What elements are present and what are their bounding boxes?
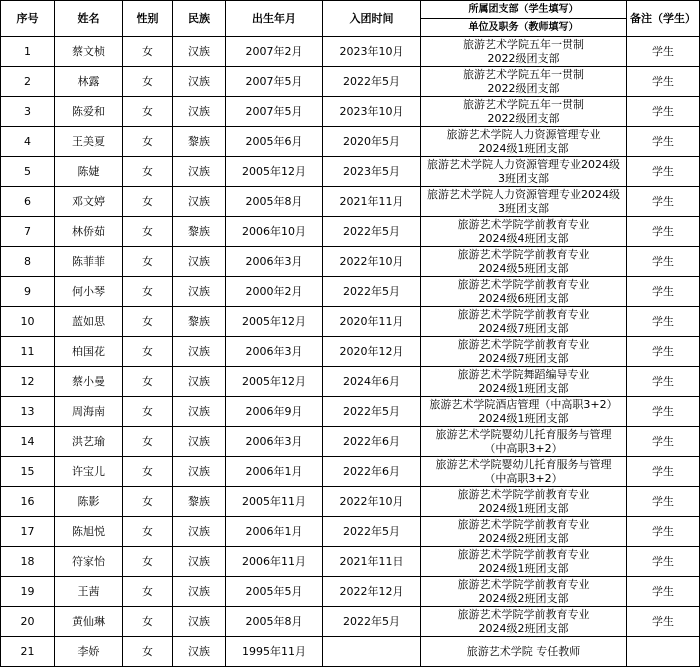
cell-unit [421, 157, 627, 187]
table-row [1, 517, 700, 547]
cell-unit-line: 旅游艺术学院学前教育专业 [457, 577, 590, 591]
table-row [1, 457, 700, 487]
cell-unit-line: 2022级团支部 [487, 51, 560, 65]
cell-unit-line: 旅游艺术学院学前教育专业 [457, 517, 590, 531]
cell-unit-line: （中高职3+2） [484, 471, 563, 485]
header-gender: 性别 [123, 1, 173, 37]
table-row [1, 247, 700, 277]
cell-birth: 1995年11月 [226, 637, 323, 667]
cell-join-date: 2020年11月 [323, 307, 421, 337]
cell-name: 黄仙琳 [55, 607, 123, 637]
cell-name: 邓文婷 [55, 187, 123, 217]
cell-unit [421, 457, 627, 487]
cell-join-date: 2023年10月 [323, 37, 421, 67]
cell-unit [421, 577, 627, 607]
cell-index: 7 [1, 217, 55, 247]
cell-ethnicity: 汉族 [173, 97, 226, 127]
cell-gender: 女 [123, 427, 173, 457]
cell-unit-line: 旅游艺术学院学前教育专业 [457, 547, 590, 561]
cell-remark: 学生 [627, 397, 700, 427]
cell-name: 李娇 [55, 637, 123, 667]
cell-name: 许宝儿 [55, 457, 123, 487]
cell-index: 6 [1, 187, 55, 217]
cell-ethnicity: 汉族 [173, 157, 226, 187]
cell-index: 11 [1, 337, 55, 367]
cell-gender: 女 [123, 247, 173, 277]
cell-unit [421, 607, 627, 637]
cell-unit-line: 3班团支部 [498, 171, 549, 185]
cell-remark: 学生 [627, 577, 700, 607]
table-row [1, 217, 700, 247]
cell-name: 陈爱和 [55, 97, 123, 127]
cell-unit [421, 217, 627, 247]
cell-index: 10 [1, 307, 55, 337]
cell-unit-line: 旅游艺术学院学前教育专业 [457, 247, 590, 261]
cell-ethnicity: 汉族 [173, 397, 226, 427]
cell-birth: 2006年3月 [226, 427, 323, 457]
table-row [1, 337, 700, 367]
cell-join-date: 2022年6月 [323, 427, 421, 457]
cell-index: 9 [1, 277, 55, 307]
cell-unit-line: 2024级1班团支部 [478, 381, 569, 395]
cell-unit-line: 旅游艺术学院人力资源管理专业2024级 [427, 187, 620, 201]
cell-gender: 女 [123, 217, 173, 247]
cell-remark: 学生 [627, 607, 700, 637]
table-row [1, 607, 700, 637]
cell-remark: 学生 [627, 37, 700, 67]
header-index: 序号 [1, 1, 55, 37]
cell-ethnicity: 汉族 [173, 637, 226, 667]
cell-birth: 2005年8月 [226, 187, 323, 217]
cell-unit [421, 367, 627, 397]
cell-remark: 学生 [627, 97, 700, 127]
cell-unit-line: 旅游艺术学院学前教育专业 [457, 487, 590, 501]
cell-join-date: 2022年5月 [323, 397, 421, 427]
cell-unit-line: 2024级6班团支部 [478, 291, 569, 305]
cell-gender: 女 [123, 367, 173, 397]
header-name: 姓名 [55, 1, 123, 37]
cell-index: 1 [1, 37, 55, 67]
cell-remark: 学生 [627, 157, 700, 187]
cell-unit-line: 旅游艺术学院学前教育专业 [457, 607, 590, 621]
cell-join-date: 2022年10月 [323, 487, 421, 517]
cell-join-date: 2020年12月 [323, 337, 421, 367]
header-birth: 出生年月 [226, 1, 323, 37]
cell-unit-line: （中高职3+2） [484, 441, 563, 455]
header-unit-student: 所属团支部（学生填写） [421, 1, 627, 19]
cell-remark: 学生 [627, 187, 700, 217]
cell-ethnicity: 汉族 [173, 67, 226, 97]
cell-unit-line: 旅游艺术学院婴幼儿托育服务与管理 [435, 457, 612, 471]
cell-unit [421, 547, 627, 577]
cell-birth: 2006年1月 [226, 517, 323, 547]
cell-ethnicity: 黎族 [173, 487, 226, 517]
cell-gender: 女 [123, 397, 173, 427]
cell-name: 符家怡 [55, 547, 123, 577]
cell-unit [421, 397, 627, 427]
table-row [1, 427, 700, 457]
cell-ethnicity: 汉族 [173, 517, 226, 547]
cell-unit-line: 2024级1班团支部 [478, 141, 569, 155]
cell-join-date: 2022年10月 [323, 247, 421, 277]
cell-birth: 2005年12月 [226, 367, 323, 397]
cell-name: 王茜 [55, 577, 123, 607]
cell-unit [421, 637, 627, 667]
header-remark: 备注（学生） [627, 1, 700, 37]
cell-birth: 2005年12月 [226, 307, 323, 337]
cell-gender: 女 [123, 577, 173, 607]
cell-gender: 女 [123, 457, 173, 487]
cell-remark: 学生 [627, 337, 700, 367]
cell-join-date: 2022年5月 [323, 67, 421, 97]
cell-unit [421, 67, 627, 97]
cell-unit [421, 187, 627, 217]
cell-index: 13 [1, 397, 55, 427]
cell-gender: 女 [123, 487, 173, 517]
cell-birth: 2006年1月 [226, 457, 323, 487]
cell-birth: 2005年8月 [226, 607, 323, 637]
table-row [1, 577, 700, 607]
cell-birth: 2006年9月 [226, 397, 323, 427]
cell-join-date: 2022年5月 [323, 217, 421, 247]
cell-unit [421, 307, 627, 337]
cell-ethnicity: 汉族 [173, 187, 226, 217]
cell-ethnicity: 汉族 [173, 577, 226, 607]
cell-gender: 女 [123, 157, 173, 187]
cell-unit-line: 2024级5班团支部 [478, 261, 569, 275]
cell-name: 林露 [55, 67, 123, 97]
cell-index: 19 [1, 577, 55, 607]
cell-unit-line: 旅游艺术学院学前教育专业 [457, 337, 590, 351]
cell-join-date: 2022年5月 [323, 607, 421, 637]
cell-unit-line: 旅游艺术学院婴幼儿托育服务与管理 [435, 427, 612, 441]
cell-gender: 女 [123, 637, 173, 667]
cell-unit-line: 旅游艺术学院五年一贯制 [463, 67, 584, 81]
cell-gender: 女 [123, 37, 173, 67]
cell-remark: 学生 [627, 217, 700, 247]
cell-unit-line: 2024级2班团支部 [478, 531, 569, 545]
cell-remark: 学生 [627, 127, 700, 157]
cell-remark [627, 637, 700, 667]
table-row [1, 37, 700, 67]
cell-unit-line: 2022级团支部 [487, 81, 560, 95]
cell-index: 18 [1, 547, 55, 577]
cell-index: 4 [1, 127, 55, 157]
table-row [1, 157, 700, 187]
cell-remark: 学生 [627, 67, 700, 97]
cell-unit [421, 277, 627, 307]
cell-unit [421, 37, 627, 67]
cell-index: 8 [1, 247, 55, 277]
cell-unit [421, 517, 627, 547]
cell-ethnicity: 黎族 [173, 127, 226, 157]
cell-index: 2 [1, 67, 55, 97]
table-row [1, 637, 700, 667]
cell-remark: 学生 [627, 427, 700, 457]
cell-ethnicity: 黎族 [173, 217, 226, 247]
cell-unit-line: 2024级1班团支部 [478, 411, 569, 425]
header-unit-teacher: 单位及职务（教师填写） [421, 19, 627, 37]
cell-gender: 女 [123, 277, 173, 307]
cell-remark: 学生 [627, 487, 700, 517]
cell-index: 5 [1, 157, 55, 187]
cell-join-date: 2022年5月 [323, 517, 421, 547]
cell-birth: 2005年12月 [226, 157, 323, 187]
cell-ethnicity: 汉族 [173, 337, 226, 367]
cell-gender: 女 [123, 547, 173, 577]
cell-birth: 2005年5月 [226, 577, 323, 607]
cell-remark: 学生 [627, 247, 700, 277]
cell-name: 林侨茹 [55, 217, 123, 247]
cell-unit [421, 337, 627, 367]
cell-index: 12 [1, 367, 55, 397]
cell-gender: 女 [123, 517, 173, 547]
cell-name: 蔡文桢 [55, 37, 123, 67]
cell-ethnicity: 黎族 [173, 307, 226, 337]
cell-join-date: 2022年6月 [323, 457, 421, 487]
cell-ethnicity: 汉族 [173, 607, 226, 637]
cell-name: 洪艺瑜 [55, 427, 123, 457]
cell-unit-line: 2024级1班团支部 [478, 501, 569, 515]
cell-name: 陈影 [55, 487, 123, 517]
header-join-date: 入团时间 [323, 1, 421, 37]
table-row [1, 547, 700, 577]
cell-name: 何小琴 [55, 277, 123, 307]
cell-unit-line: 旅游艺术学院学前教育专业 [457, 307, 590, 321]
cell-gender: 女 [123, 307, 173, 337]
cell-name: 蔡小曼 [55, 367, 123, 397]
table-row [1, 67, 700, 97]
cell-join-date: 2021年11日 [323, 547, 421, 577]
cell-remark: 学生 [627, 367, 700, 397]
cell-join-date: 2023年5月 [323, 157, 421, 187]
cell-ethnicity: 汉族 [173, 457, 226, 487]
cell-unit-line: 2024级7班团支部 [478, 351, 569, 365]
cell-unit [421, 247, 627, 277]
cell-birth: 2000年2月 [226, 277, 323, 307]
cell-unit-line: 旅游艺术学院学前教育专业 [457, 277, 590, 291]
cell-birth: 2006年3月 [226, 337, 323, 367]
cell-gender: 女 [123, 187, 173, 217]
cell-birth: 2007年5月 [226, 97, 323, 127]
cell-name: 王美夏 [55, 127, 123, 157]
cell-name: 陈旭悦 [55, 517, 123, 547]
cell-birth: 2006年3月 [226, 247, 323, 277]
table-row [1, 487, 700, 517]
cell-unit-line: 2024级4班团支部 [478, 231, 569, 245]
cell-unit-line: 3班团支部 [498, 201, 549, 215]
cell-unit-line: 2022级团支部 [487, 111, 560, 125]
cell-join-date: 2020年5月 [323, 127, 421, 157]
table-row [1, 277, 700, 307]
cell-index: 3 [1, 97, 55, 127]
cell-birth: 2006年10月 [226, 217, 323, 247]
table-row [1, 127, 700, 157]
cell-gender: 女 [123, 607, 173, 637]
cell-gender: 女 [123, 127, 173, 157]
cell-index: 14 [1, 427, 55, 457]
cell-unit-line: 旅游艺术学院 专任教师 [466, 644, 581, 658]
cell-unit-line: 旅游艺术学院酒店管理（中高职3+2） [429, 397, 618, 411]
cell-unit-line: 旅游艺术学院学前教育专业 [457, 217, 590, 231]
cell-unit-line: 旅游艺术学院人力资源管理专业 [446, 127, 601, 141]
cell-index: 20 [1, 607, 55, 637]
cell-join-date: 2023年10月 [323, 97, 421, 127]
cell-birth: 2005年6月 [226, 127, 323, 157]
cell-join-date: 2022年5月 [323, 277, 421, 307]
cell-unit [421, 97, 627, 127]
cell-gender: 女 [123, 97, 173, 127]
cell-unit [421, 487, 627, 517]
table-row [1, 307, 700, 337]
cell-unit-line: 旅游艺术学院人力资源管理专业2024级 [427, 157, 620, 171]
cell-ethnicity: 汉族 [173, 547, 226, 577]
cell-name: 陈菲菲 [55, 247, 123, 277]
cell-remark: 学生 [627, 457, 700, 487]
cell-birth: 2005年11月 [226, 487, 323, 517]
cell-unit-line: 2024级7班团支部 [478, 321, 569, 335]
cell-ethnicity: 汉族 [173, 37, 226, 67]
cell-index: 15 [1, 457, 55, 487]
table-row [1, 97, 700, 127]
cell-join-date: 2024年6月 [323, 367, 421, 397]
cell-index: 21 [1, 637, 55, 667]
table-row [1, 397, 700, 427]
cell-ethnicity: 汉族 [173, 247, 226, 277]
cell-remark: 学生 [627, 517, 700, 547]
cell-unit-line: 旅游艺术学院五年一贯制 [463, 37, 584, 51]
cell-unit-line: 旅游艺术学院五年一贯制 [463, 97, 584, 111]
cell-birth: 2006年11月 [226, 547, 323, 577]
cell-birth: 2007年2月 [226, 37, 323, 67]
cell-remark: 学生 [627, 307, 700, 337]
cell-join-date: 2022年12月 [323, 577, 421, 607]
cell-remark: 学生 [627, 547, 700, 577]
cell-remark: 学生 [627, 277, 700, 307]
cell-unit-line: 2024级1班团支部 [478, 561, 569, 575]
cell-join-date: 2021年11月 [323, 187, 421, 217]
cell-name: 蓝如思 [55, 307, 123, 337]
cell-name: 柏国花 [55, 337, 123, 367]
table-row [1, 367, 700, 397]
cell-ethnicity: 汉族 [173, 277, 226, 307]
cell-name: 陈婕 [55, 157, 123, 187]
cell-unit-line: 旅游艺术学院舞蹈编导专业 [457, 367, 590, 381]
cell-gender: 女 [123, 67, 173, 97]
header-ethnicity: 民族 [173, 1, 226, 37]
cell-gender: 女 [123, 337, 173, 367]
cell-join-date [323, 637, 421, 667]
cell-birth: 2007年5月 [226, 67, 323, 97]
cell-unit [421, 127, 627, 157]
cell-index: 16 [1, 487, 55, 517]
cell-index: 17 [1, 517, 55, 547]
cell-unit-line: 2024级2班团支部 [478, 591, 569, 605]
roster-body [1, 37, 700, 667]
cell-unit-line: 2024级2班团支部 [478, 621, 569, 635]
table-row [1, 187, 700, 217]
cell-unit [421, 427, 627, 457]
cell-name: 周海南 [55, 397, 123, 427]
cell-ethnicity: 汉族 [173, 427, 226, 457]
cell-ethnicity: 汉族 [173, 367, 226, 397]
